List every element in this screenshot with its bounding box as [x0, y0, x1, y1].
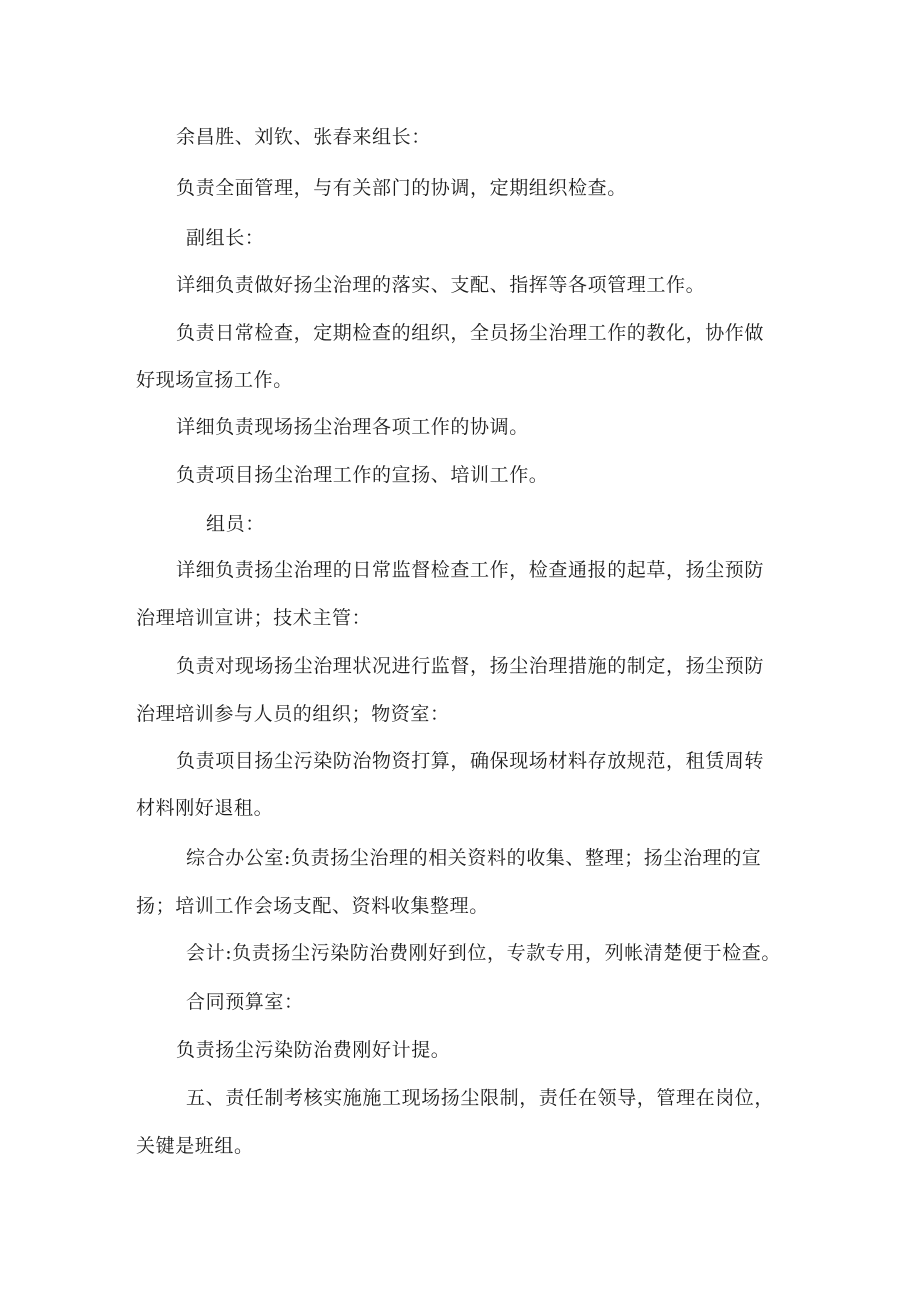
text-line-15: 材料刚好退租。 [136, 797, 274, 819]
text-line-18: 会计:负责扬尘污染防治费刚好到位，专款专用，列帐清楚便于检查。 [186, 942, 782, 964]
text-line-9: 组员： [206, 513, 265, 535]
text-line-8: 负责项目扬尘治理工作的宣扬、培训工作。 [176, 464, 549, 486]
text-line-22: 关键是班组。 [136, 1135, 254, 1157]
text-line-19: 合同预算室： [186, 991, 304, 1013]
text-line-2: 负责全面管理，与有关部门的协调，定期组织检查。 [176, 177, 627, 199]
text-line-10: 详细负责扬尘治理的日常监督检查工作，检查通报的起草，扬尘预防 [176, 559, 765, 581]
text-line-12: 负责对现场扬尘治理状况进行监督，扬尘治理措施的制定，扬尘预防 [176, 655, 765, 677]
text-line-20: 负责扬尘污染防治费刚好计提。 [176, 1039, 451, 1061]
text-line-6: 好现场宣扬工作。 [136, 369, 293, 391]
text-line-7: 详细负责现场扬尘治理各项工作的协调。 [176, 416, 529, 438]
text-line-3: 副组长： [186, 227, 265, 249]
text-line-21: 五、责任制考核实施施工现场扬尘限制，责任在领导，管理在岗位， [186, 1087, 775, 1109]
text-line-13: 治理培训参与人员的组织；物资室： [136, 703, 450, 725]
text-line-1: 余昌胜、刘钦、张春来组长： [176, 126, 431, 148]
text-line-14: 负责项目扬尘污染防治物资打算，确保现场材料存放规范，租赁周转 [176, 750, 765, 772]
text-line-16: 综合办公室:负责扬尘治理的相关资料的收集、整理；扬尘治理的宣 [186, 847, 762, 869]
text-line-17: 扬；培训工作会场支配、资料收集整理。 [136, 895, 489, 917]
text-line-5: 负责日常检查，定期检查的组织，全员扬尘治理工作的教化，协作做 [176, 322, 765, 344]
text-line-4: 详细负责做好扬尘治理的落实、支配、指挥等各项管理工作。 [176, 274, 706, 296]
text-line-11: 治理培训宣讲；技术主管： [136, 607, 372, 629]
